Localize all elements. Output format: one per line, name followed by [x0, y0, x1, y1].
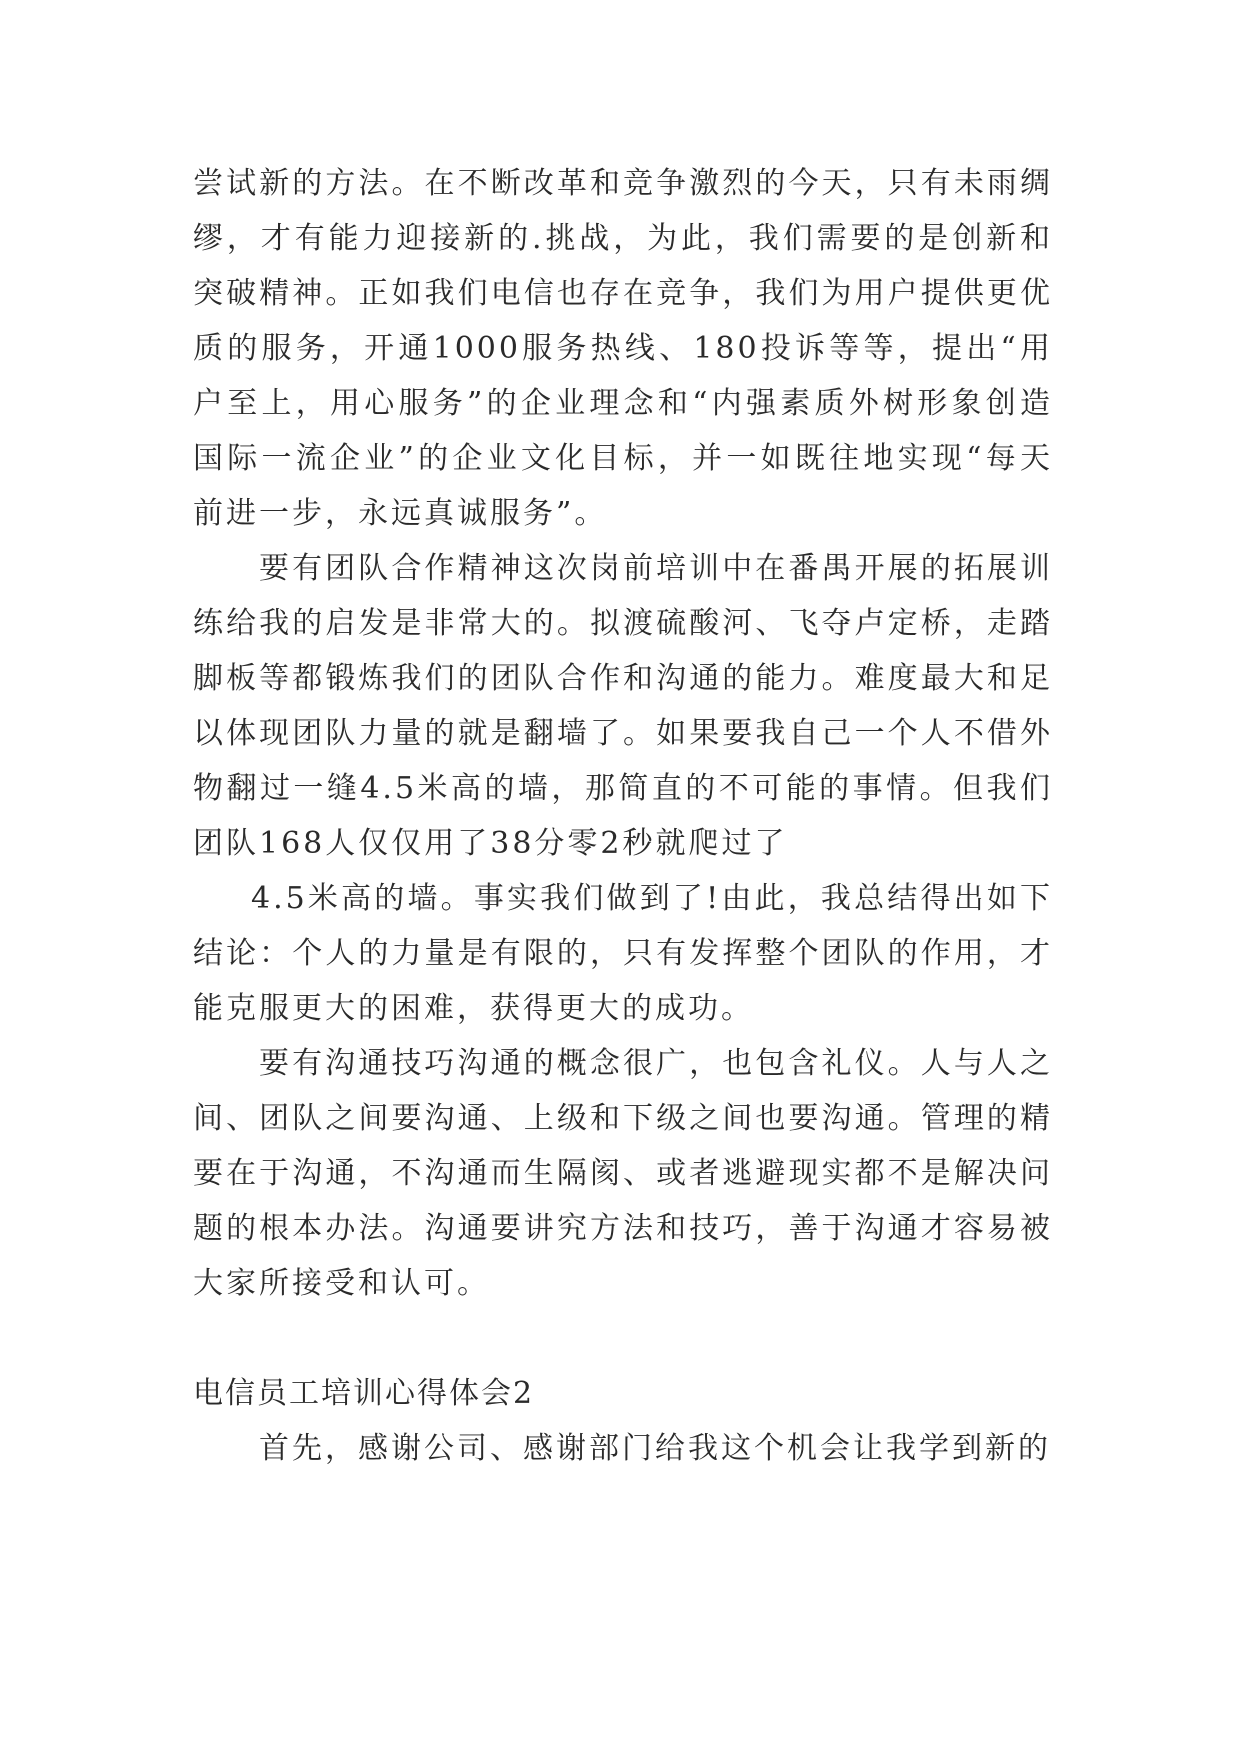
paragraph-thanks: 首先，感谢公司、感谢部门给我这个机会让我学到新的: [259, 1431, 1051, 1466]
section-spacer: [193, 1311, 1053, 1366]
paragraph-conclusion: 4.5米高的墙。事实我们做到了!由此，我总结得出如下结论：个人的力量是有限的，只有发挥整个团队的作用，才能克服更大的困难，获得更大的成功。: [193, 881, 1053, 1026]
paragraph-innovation: 尝试新的方法。在不断改革和竞争激烈的今天，只有未雨绸缪，才有能力迎接新的.挑战，为此，我们需要的是创新和突破精神。正如我们电信也存在竞争，我们为用户提供更优质的服务，开通1000服务热线、180投诉等等，提出“用户至上，用心服务”的企业理念和“内强素质外树形象创造国际一流企业”的企业文化目标，并一如既往地实现“每天前进一步，永远真诚服务”。: [193, 166, 1053, 531]
paragraph-communication: 要有沟通技巧沟通的概念很广，也包含礼仪。人与人之间、团队之间要沟通、上级和下级之间也要沟通。管理的精要在于沟通，不沟通而生隔阂、或者逃避现实都不是解决问题的根本办法。沟通要讲究方法和技巧，善于沟通才容易被大家所接受和认可。: [193, 1046, 1053, 1301]
document-body: [193, 156, 1053, 1476]
section-heading: 电信员工培训心得体会2: [193, 1376, 535, 1411]
paragraph-teamwork: 要有团队合作精神这次岗前培训中在番禺开展的拓展训练给我的启发是非常大的。拟渡硫酸河、飞夺卢定桥，走踏脚板等都锻炼我们的团队合作和沟通的能力。难度最大和足以体现团队力量的就是翻墙了。如果要我自己一个人不借外物翻过一缝4.5米高的墙，那简直的不可能的事情。但我们团队168人仅仅用了38分零2秒就爬过了: [193, 551, 1053, 861]
